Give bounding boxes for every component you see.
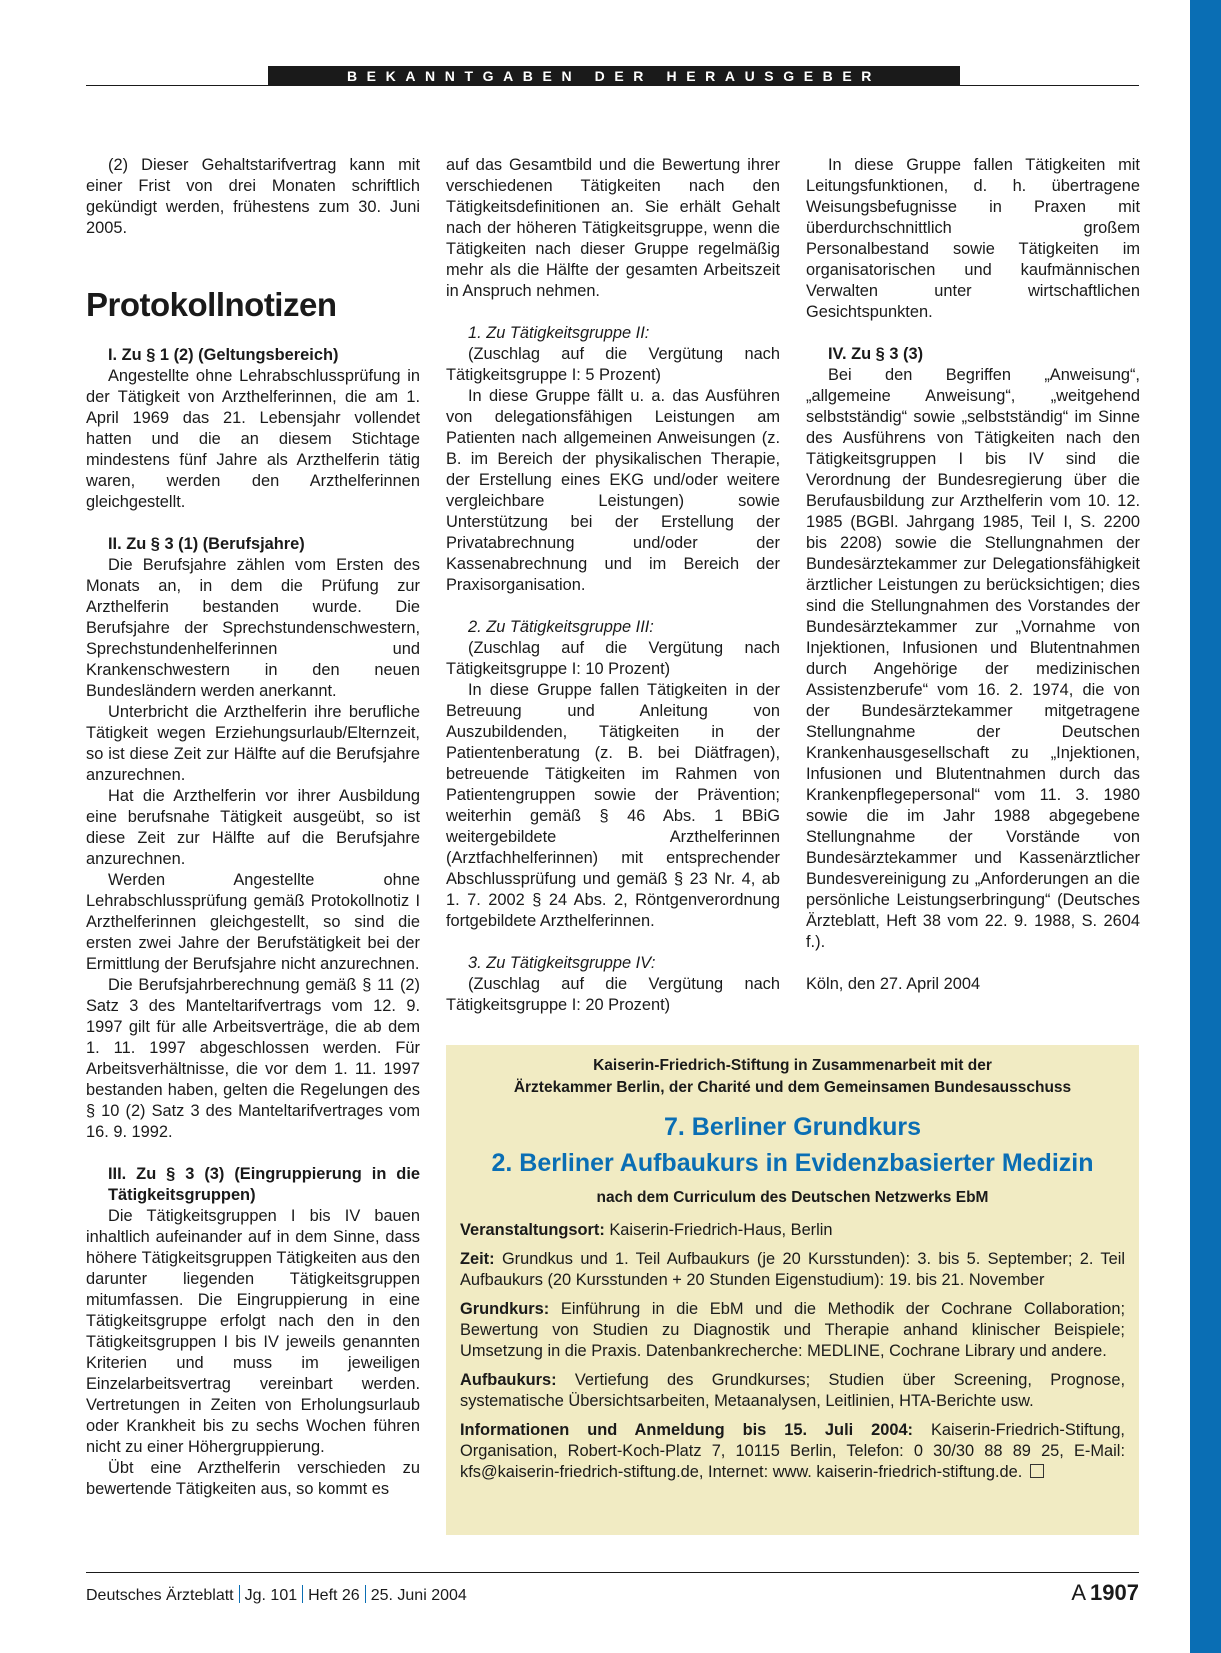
footer-rule xyxy=(86,1572,1139,1573)
section-2-paragraph-2: Unterbricht die Arzthelferin ihre berufliche Tätigkeit wegen Erziehungsurlaub/Elternzeit, so ist diese Zeit zur Hälfte auf die Berufsjahre anzurechnen. xyxy=(86,703,420,784)
column-1 xyxy=(86,155,420,1500)
group-4-text: In diese Gruppe fallen Tätigkeiten mit Leitungsfunktionen, d. h. übertragene Weisungsbefugnisse in Praxen mit überdurchschnittlich großem Personalbestand sowie Tätigkeiten im organisatorischen und kaufmännischen Verwalten unter wirtschaftlichen Gesichtspunkten. xyxy=(806,156,1140,321)
intro-paragraph: (2) Dieser Gehaltstarifvertrag kann mit einer Frist von drei Monaten schriftlich gekündigt werden, frühestens zum 30. Juni 2005. xyxy=(86,156,420,237)
box-aufbaukurs-value: Vertiefung des Grundkurses; Studien über Screening, Prognose, systematische Übersichtsarbeiten, Metaanalysen, Leitlinien, HTA-Berichte usw. xyxy=(460,1371,1125,1410)
box-info xyxy=(460,1420,1125,1483)
section-2-paragraph-4: Werden Angestellte ohne Lehrabschlussprüfung gemäß Protokollnotiz I Arzthelferinnen gleichgestellt, so sind die ersten zwei Jahre der Berufstätigkeit bei der Ermittlung der Berufsjahre nicht anzurechnen. xyxy=(86,871,420,973)
box-info-label: Informationen und Anmeldung bis 15. Juli 2004: xyxy=(460,1421,914,1439)
page-number-value: 1907 xyxy=(1090,1580,1139,1605)
box-zeit-label: Zeit: xyxy=(460,1250,495,1268)
section-2-paragraph-3: Hat die Arzthelferin vor ihrer Ausbildung eine berufsnahe Tätigkeit ausgeübt, so ist diese Zeit zur Hälfte auf die Berufsjahre anzurechnen. xyxy=(86,787,420,868)
box-ort-label: Veranstaltungsort: xyxy=(460,1221,605,1239)
course-announcement-box xyxy=(446,1045,1139,1535)
section-4-title: IV. Zu § 3 (3) xyxy=(828,345,924,363)
footer-journal: Deutsches Ärzteblatt xyxy=(86,1587,234,1604)
section-4-paragraph: Bei den Begriffen „Anweisung“, „allgemeine Anweisung“, „weitgehend selbstständig“ sowie „selbstständig“ im Sinne des Ausführens von Tätigkeiten nach den Tätigkeitsgruppen I bis IV sind die Verordnung der Bundesregierung über die Berufausbildung zur Arzthelferin vom 10. 12. 1985 (BGBl. Jahrgang 1985, Teil I, S. 2200 bis 2208) sowie die Stellungnahmen der Bundesärztekammer zur Delegationsfähigkeit ärztlicher Leistungen zu berücksichtigen; dies sind die Stellungnahmen des Vorstandes der Bundesärztekammer zur „Vornahme von Injektionen, Infusionen und Blutentnahmen durch Angehörige der medizinischen Assistenzberufe“ vom 16. 2. 1974, die von der Bundesärztekammer mitgetragene Stellungnahme der Deutschen Krankenhausgesellschaft zu „Injektionen, Infusionen und Blutentnahmen durch das Krankenpflegepersonal“ vom 11. 3. 1980 sowie die im Jahr 1988 abgegebene Stellungnahme der Vorstände von Bundesärztekammer und Kassenärztlicher Bundesvereinigung zu „Anforderungen an die persönliche Leistungserbringung“ (Deutsches Ärzteblatt, Heft 38 vom 22. 9. 1988, S. 2604 f.). xyxy=(806,366,1140,951)
section-header: BEKANNTGABEN DER HERAUSGEBER xyxy=(268,66,960,86)
protokollnotizen-heading: Protokollnotizen xyxy=(86,286,337,323)
place-date: Köln, den 27. April 2004 xyxy=(806,975,981,993)
footer-citation xyxy=(86,1585,467,1606)
group-4-zuschlag: (Zuschlag auf die Vergütung nach Tätigkeitsgruppe I: 20 Prozent) xyxy=(446,975,780,1014)
footer-issue: Heft 26 xyxy=(308,1587,360,1604)
box-info-value: Kaiserin-Friedrich-Stiftung, Organisation, Robert-Koch-Platz 7, 10115 Berlin, Telefon: 0 30/30 88 89 25, E-Mail: kfs@kaiserin-friedrich-stiftung.de, Internet: www. kaiserin-friedrich-stiftung.de. xyxy=(460,1421,1125,1481)
box-organizer-line-1: Kaiserin-Friedrich-Stiftung in Zusammenarbeit mit der xyxy=(593,1057,992,1074)
box-grundkurs-value: Einführung in die EbM und die Methodik der Cochrane Collaboration; Bewertung von Studien zu Diagnostik und Therapie anhand klinischer Beispiele; Umsetzung in die Praxis. Datenbankrecherche: MEDLINE, Cochrane Library und andere. xyxy=(460,1300,1125,1360)
group-3-zuschlag: (Zuschlag auf die Vergütung nach Tätigkeitsgruppe I: 10 Prozent) xyxy=(446,639,780,678)
box-title-2: 2. Berliner Aufbaukurs in Evidenzbasierter Medizin xyxy=(491,1149,1094,1177)
end-mark-icon xyxy=(1030,1464,1044,1478)
section-3-paragraph-2: Übt eine Arzthelferin verschieden zu bewertende Tätigkeiten aus, so kommt es xyxy=(86,1459,420,1498)
section-1-title: I. Zu § 1 (2) (Geltungsbereich) xyxy=(108,346,339,364)
box-ort-value: Kaiserin-Friedrich-Haus, Berlin xyxy=(609,1221,833,1239)
group-3-title: 2. Zu Tätigkeitsgruppe III: xyxy=(468,618,654,636)
section-3-title: III. Zu § 3 (3) (Eingruppierung in die Tätigkeitsgruppen) xyxy=(108,1165,420,1204)
section-2-paragraph-1: Die Berufsjahre zählen vom Ersten des Monats an, in dem die Prüfung zur Arzthelferin bestanden wurde. Die Berufsjahre der Sprechstundenschwestern, Sprechstundenhelferinnen und Krankenschwestern in den neuen Bundesländern werden anerkannt. xyxy=(86,556,420,700)
section-3-paragraph-1: Die Tätigkeitsgruppen I bis IV bauen inhaltlich aufeinander auf in dem Sinne, dass höhere Tätigkeitsgruppen Tätigkeiten aus den darunter liegenden Tätigkeitsgruppen mitumfassen. Die Eingruppierung in eine Tätigkeitsgruppe erfolgt nach den in den Tätigkeitsgruppen I bis IV jeweils genannten Kriterien und muss im jeweiligen Einzelarbeitsvertrag vereinbart werden. Vertretungen in Zeiten von Erholungsurlaub oder Krankheit bis zu sechs Wochen führen nicht zu einer Höhergruppierung. xyxy=(86,1207,420,1456)
footer-volume: Jg. 101 xyxy=(244,1587,298,1604)
box-grundkurs-label: Grundkurs: xyxy=(460,1300,550,1318)
side-color-bar xyxy=(1190,0,1221,1653)
group-2-title: 1. Zu Tätigkeitsgruppe II: xyxy=(468,324,650,342)
header-rule xyxy=(86,85,1139,86)
box-ort xyxy=(460,1220,1125,1241)
box-curriculum: nach dem Curriculum des Deutschen Netzwerks EbM xyxy=(596,1189,989,1206)
section-2-paragraph-5: Die Berufsjahrberechnung gemäß § 11 (2) Satz 3 des Manteltarifvertrags vom 12. 9. 1997 gilt für alle Arbeitsverträge, die ab dem 1. 11. 1997 abgeschlossen werden. Für Arbeitsverhältnisse, die vor dem 1. 11. 1997 bestanden haben, gelten die Regelungen des § 10 (2) Satz 3 des Manteltarifvertrages vom 16. 9. 1992. xyxy=(86,976,420,1141)
page-number xyxy=(1071,1580,1139,1606)
box-title-1: 7. Berliner Grundkurs xyxy=(663,1113,922,1141)
continued-paragraph: auf das Gesamtbild und die Bewertung ihrer verschiedenen Tätigkeiten nach den Tätigkeitsdefinitionen an. Sie erhält Gehalt nach der höheren Tätigkeitsgruppe, wenn die Tätigkeiten nach dieser Gruppe regelmäßig mehr als die Hälfte der gesamten Arbeitszeit in Anspruch nehmen. xyxy=(446,156,780,300)
section-1-paragraph: Angestellte ohne Lehrabschlussprüfung in der Tätigkeit von Arzthelferinnen, die am 1. April 1969 das 21. Lebensjahr vollendet hatten und die an diesem Stichtage mindestens fünf Jahre als Arzthelferin tätig waren, werden den Arzthelferinnen gleichgestellt. xyxy=(86,367,420,511)
group-3-text: In diese Gruppe fallen Tätigkeiten in der Betreuung und Anleitung von Auszubildenden, Tätigkeiten in der Patientenberatung (z. B. bei Diätfragen), betreuende Tätigkeiten im Rahmen von Patientengruppen sowie der Prävention; weiterhin gemäß § 46 Abs. 1 BBiG weitergebildete Arzthelferinnen (Arztfachhelferinnen) mit entsprechender Abschlussprüfung und gemäß § 23 Nr. 4, ab 1. 7. 2002 § 24 Abs. 2, Röntgenverordnung fortgebildete Arzthelferinnen. xyxy=(446,681,780,930)
footer-date: 25. Juni 2004 xyxy=(370,1587,467,1604)
page-prefix: A xyxy=(1071,1580,1087,1605)
section-2-title: II. Zu § 3 (1) (Berufsjahre) xyxy=(108,535,305,553)
box-aufbaukurs-label: Aufbaukurs: xyxy=(460,1371,557,1389)
box-zeit xyxy=(460,1249,1125,1291)
column-2 xyxy=(446,155,780,1016)
box-grundkurs xyxy=(460,1299,1125,1362)
box-aufbaukurs xyxy=(460,1370,1125,1412)
group-2-text: In diese Gruppe fällt u. a. das Ausführen von delegationsfähigen Leistungen am Patienten nach allgemeinen Anweisungen (z. B. im Bereich der physikalischen Therapie, der Erstellung eines EKG und/oder weitere vergleichbare Leistungen) sowie Unterstützung bei der Erstellung der Privatabrechnung und/oder der Kassenabrechnung und im Bereich der Praxisorganisation. xyxy=(446,387,780,594)
box-zeit-value: Grundkus und 1. Teil Aufbaukurs (je 20 Kursstunden): 3. bis 5. September; 2. Teil Aufbaukurs (20 Kursstunden + 20 Stunden Eigenstudium): 19. bis 21. November xyxy=(460,1250,1125,1289)
column-3 xyxy=(806,155,1140,995)
group-2-zuschlag: (Zuschlag auf die Vergütung nach Tätigkeitsgruppe I: 5 Prozent) xyxy=(446,345,780,384)
box-organizer-line-2: Ärztekammer Berlin, der Charité und dem Gemeinsamen Bundesausschuss xyxy=(513,1079,1072,1096)
group-4-title: 3. Zu Tätigkeitsgruppe IV: xyxy=(468,954,656,972)
